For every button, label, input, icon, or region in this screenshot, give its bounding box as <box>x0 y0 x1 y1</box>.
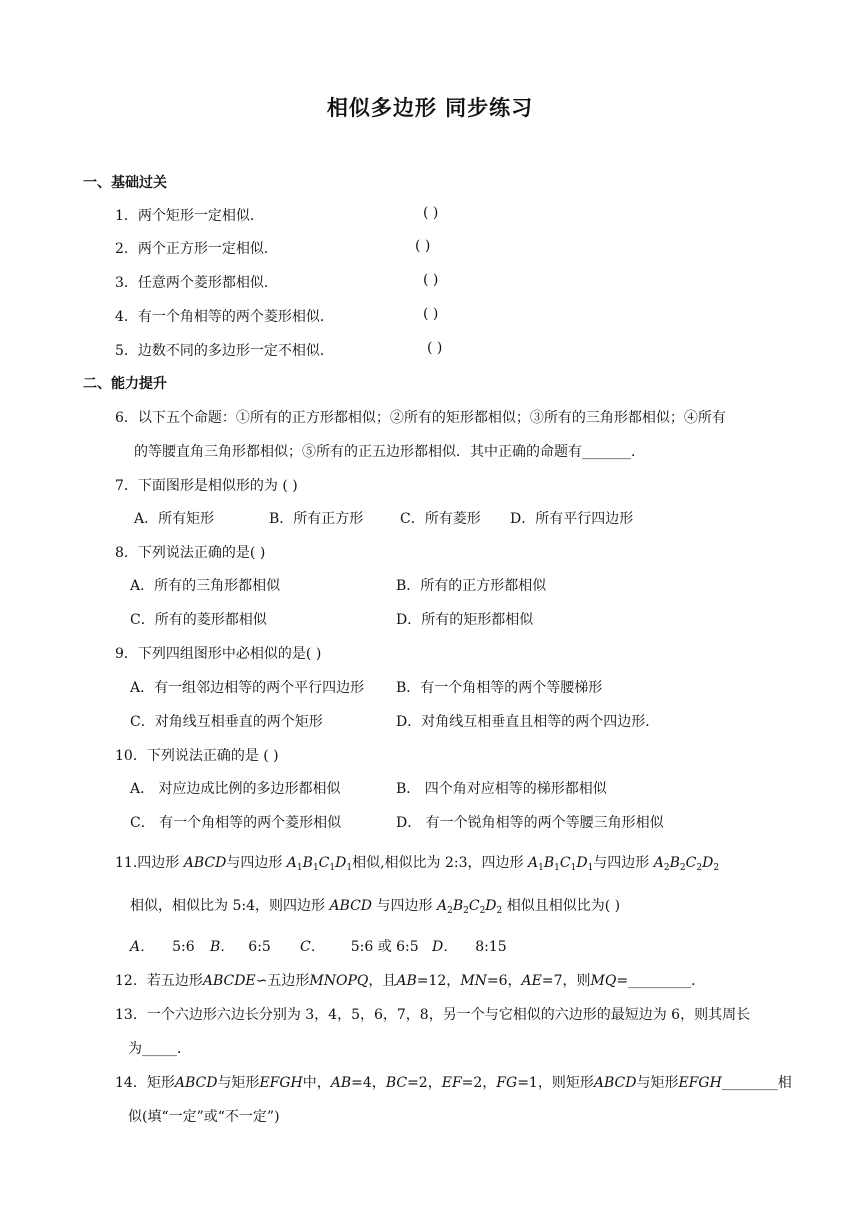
q8-option-c: C．所有的菱形都相似 <box>130 612 267 628</box>
question-13-line2: 为_____． <box>128 1041 191 1057</box>
question-6-line1: 6．以下五个命题：①所有的正方形都相似；②所有的矩形都相似；③所有的三角形都相似；④所有 <box>115 410 726 426</box>
answer-paren-5: ( ) <box>427 340 443 356</box>
answer-paren-3: ( ) <box>423 272 439 288</box>
q9-option-c: C．对角线互相垂直的两个矩形 <box>130 714 323 730</box>
question-13-line1: 13．一个六边形六边长分别为 3，4，5，6，7，8，另一个与它相似的六边形的最短边为 6，则其周长 <box>115 1007 751 1023</box>
question-4: 4．有一个角相等的两个菱形相似． <box>115 309 334 325</box>
q10-option-c: C． 有一个角相等的两个菱形相似 <box>130 815 342 831</box>
section-basic-heading: 一、基础过关 <box>83 175 167 191</box>
answer-paren-1: ( ) <box>423 205 439 221</box>
q11-option-b: B． 6:5 <box>210 939 271 955</box>
q10-option-b: B． 四个角对应相等的梯形都相似 <box>396 781 607 797</box>
question-8-stem: 8．下列说法正确的是( ) <box>115 545 266 561</box>
question-11-line2: 相似，相似比为 5:4，则四边形 ABCD 与四边形 $A_2B_2C_2D_2$ 相似且相似比为( ) <box>130 898 621 916</box>
question-3: 3．任意两个菱形都相似． <box>115 275 278 291</box>
quad-a1b1c1d1: $A_1B_1C_1D_1$ <box>286 855 353 873</box>
question-11-line1: 11.四边形 ABCD与四边形 $A_1B_1C_1D_1$相似,相似比为 2:3，四边形 $A_1B_1C_1D_1$与四边形 $A_2B_2C_2D_2$ <box>115 855 720 873</box>
q8-option-d: D．所有的矩形都相似 <box>396 612 534 628</box>
q11-option-a: A． 5:6 <box>130 939 195 955</box>
quad-a2b2c2d2: $A_2B_2C_2D_2$ <box>653 855 720 873</box>
q8-option-a: A．所有的三角形都相似 <box>130 578 281 594</box>
q11-option-c: C． 5:6 或 6:5 <box>300 939 419 955</box>
question-7-stem: 7．下面图形是相似形的为 ( ) <box>115 478 298 494</box>
q7-option-c: C．所有菱形 <box>400 511 481 527</box>
question-1: 1．两个矩形一定相似． <box>115 208 264 224</box>
question-9-stem: 9．下列四组图形中必相似的是( ) <box>115 646 322 662</box>
q9-option-a: A．有一组邻边相等的两个平行四边形 <box>130 680 365 696</box>
question-6-line2: 的等腰直角三角形都相似；⑤所有的正五边形都相似．其中正确的命题有_______． <box>134 444 645 460</box>
question-10-stem: 10．下列说法正确的是 ( ) <box>115 748 279 764</box>
q8-option-b: B．所有的正方形都相似 <box>396 578 547 594</box>
question-14-line1: 14．矩形ABCD与矩形EFGH中，AB=4，BC=2，EF=2，FG=1，则矩形ABCD与矩形EFGH________相 <box>115 1075 792 1091</box>
page-title: 相似多边形 同步练习 <box>326 95 534 120</box>
q10-option-a: A． 对应边成比例的多边形都相似 <box>130 781 341 797</box>
answer-paren-2: ( ) <box>415 238 431 254</box>
question-12: 12．若五边形ABCDE∽五边形MNOPQ，且AB=12，MN=6，AE=7，则MQ=_________． <box>115 973 706 989</box>
section-advanced-heading: 二、能力提升 <box>83 376 167 392</box>
q9-option-b: B．有一个角相等的两个等腰梯形 <box>396 680 603 696</box>
q9-option-d: D．对角线互相垂直且相等的两个四边形． <box>396 714 660 730</box>
q7-option-d: D．所有平行四边形 <box>510 511 634 527</box>
q10-option-d: D． 有一个锐角相等的两个等腰三角形相似 <box>396 815 664 831</box>
answer-paren-4: ( ) <box>423 306 439 322</box>
question-14-line2: 似(填“一定”或“不一定”) <box>128 1109 280 1125</box>
q11-option-d: D． 8:15 <box>432 939 507 955</box>
question-5: 5．边数不同的多边形一定不相似． <box>115 343 334 359</box>
question-2: 2．两个正方形一定相似． <box>115 241 278 257</box>
q7-option-a: A．所有矩形 <box>134 511 215 527</box>
quad-abcd: ABCD <box>183 855 227 871</box>
q7-option-b: B．所有正方形 <box>269 511 364 527</box>
